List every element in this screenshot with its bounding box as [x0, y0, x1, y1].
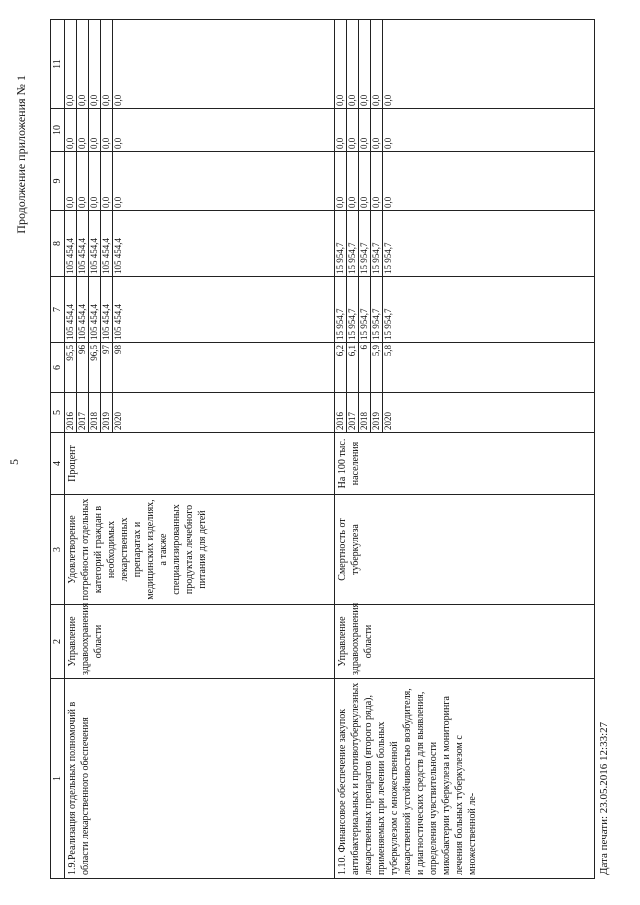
- unit: На 100 тыс. населения: [335, 433, 595, 495]
- col-header: 7: [51, 277, 65, 343]
- value-cell: 0,0: [77, 152, 89, 210]
- value-cell: 15 954,7: [335, 211, 347, 276]
- year-cell: 2016: [335, 393, 347, 432]
- value-cell: 0,0: [113, 137, 123, 149]
- funding-federal: [65, 152, 124, 210]
- year-cell: 2020: [113, 412, 123, 430]
- value-cell: 15 954,7: [347, 211, 359, 276]
- value-cell: 105 454,4: [113, 304, 123, 340]
- indicator: Удовлетворение потребности отдельных категорий граждан в необходимых лекарственных препаратах и медицинских изделиях, а также специализированных продуктах лечебного питания для детей: [65, 495, 335, 605]
- funding-total: [65, 277, 124, 342]
- funding-other: [335, 20, 394, 108]
- target-values: [65, 343, 124, 392]
- col-header: 6: [51, 343, 65, 393]
- print-date: Дата печати: 23.05.2016 12:33:27: [598, 721, 610, 875]
- value-cell: 0,0: [347, 109, 359, 151]
- value-cell: 15 954,7: [371, 211, 383, 276]
- table-row: [65, 20, 335, 879]
- value-cell: 15 954,7: [383, 308, 393, 340]
- value-cell: 105 454,4: [89, 277, 101, 342]
- program-table: [50, 19, 595, 879]
- value-cell: 0,0: [335, 152, 347, 210]
- col-header: 10: [51, 109, 65, 152]
- col-header: 8: [51, 211, 65, 277]
- value-cell: 0,0: [371, 109, 383, 151]
- value-cell: 0,0: [383, 196, 393, 208]
- col-header: 9: [51, 152, 65, 211]
- col-header: 4: [51, 433, 65, 495]
- funding-local: [335, 109, 394, 151]
- value-cell: 0,0: [65, 152, 77, 210]
- value-cell: 0,0: [101, 152, 113, 210]
- value-cell: 0,0: [359, 152, 371, 210]
- funding-regional: [65, 211, 124, 276]
- value-cell: 6,2: [335, 343, 347, 392]
- value-cell: 0,0: [347, 20, 359, 108]
- executor: Управление здравоохранения области: [65, 605, 335, 679]
- target-values: [335, 343, 394, 392]
- measure-name: 1.10. Финансовое обеспечение закупок антибактериальных и противотуберкулезных лекарственных препаратов (второго ряда), применяемых при лечении больных туберкулезом с множественной лекарственной устойчивостью возбудителя, и диагностических средств для выявления, определения чувствительности микобактерии туберкулеза и мониторинга лечения больных туберкулезом с множественной ле-: [335, 679, 595, 879]
- value-cell: 0,0: [335, 20, 347, 108]
- table-row: [335, 20, 595, 879]
- value-cell: 105 454,4: [89, 211, 101, 276]
- year-cell: 2016: [65, 393, 77, 432]
- value-cell: 15 954,7: [347, 277, 359, 342]
- header-row: [51, 20, 65, 879]
- year-cell: 2018: [359, 393, 371, 432]
- value-cell: 0,0: [383, 94, 393, 106]
- value-cell: 105 454,4: [77, 211, 89, 276]
- continuation-heading: Продолжение приложения № 1: [14, 75, 28, 234]
- executor: Управление здравоохранения области: [335, 605, 595, 679]
- value-cell: 5,9: [371, 343, 383, 392]
- value-cell: 0,0: [77, 109, 89, 151]
- value-cell: 15 954,7: [359, 211, 371, 276]
- year-cell: 2019: [101, 393, 113, 432]
- col-header: 11: [51, 20, 65, 109]
- value-cell: 0,0: [359, 109, 371, 151]
- value-cell: 0,0: [335, 109, 347, 151]
- value-cell: 15 954,7: [359, 277, 371, 342]
- value-cell: 0,0: [101, 109, 113, 151]
- value-cell: 96: [77, 343, 89, 392]
- funding-other: [65, 20, 124, 108]
- unit: Процент: [65, 433, 335, 495]
- year-cell: 2017: [347, 393, 359, 432]
- value-cell: 105 454,4: [65, 211, 77, 276]
- value-cell: 6,1: [347, 343, 359, 392]
- year-cell: 2019: [371, 393, 383, 432]
- value-cell: 5,8: [383, 345, 393, 357]
- value-cell: 105 454,4: [77, 277, 89, 342]
- funding-federal: [335, 152, 394, 210]
- col-header: 5: [51, 393, 65, 433]
- value-cell: 96,5: [89, 343, 101, 392]
- value-cell: 105 454,4: [101, 277, 113, 342]
- value-cell: 95,5: [65, 343, 77, 392]
- value-cell: 0,0: [371, 20, 383, 108]
- indicator: Смертность от туберкулеза: [335, 495, 595, 605]
- value-cell: 0,0: [383, 137, 393, 149]
- value-cell: 0,0: [65, 20, 77, 108]
- value-cell: 15 954,7: [371, 277, 383, 342]
- col-header: 3: [51, 495, 65, 605]
- value-cell: 0,0: [101, 20, 113, 108]
- value-cell: 105 454,4: [65, 277, 77, 342]
- value-cell: 15 954,7: [335, 277, 347, 342]
- value-cell: 105 454,4: [113, 238, 123, 274]
- value-cell: 0,0: [89, 20, 101, 108]
- year-list: [335, 393, 394, 432]
- value-cell: 0,0: [77, 20, 89, 108]
- value-cell: 6: [359, 343, 371, 392]
- value-cell: 97: [101, 343, 113, 392]
- funding-local: [65, 109, 124, 151]
- funding-regional: [335, 211, 394, 276]
- col-header: 1: [51, 679, 65, 879]
- value-cell: 0,0: [89, 109, 101, 151]
- value-cell: 98: [113, 345, 123, 354]
- year-list: [65, 393, 124, 432]
- value-cell: 0,0: [347, 152, 359, 210]
- value-cell: 0,0: [359, 20, 371, 108]
- year-cell: 2018: [89, 393, 101, 432]
- col-header: 2: [51, 605, 65, 679]
- value-cell: 15 954,7: [383, 242, 393, 274]
- page-number: 5: [7, 459, 21, 465]
- year-cell: 2017: [77, 393, 89, 432]
- value-cell: 0,0: [113, 196, 123, 208]
- value-cell: 0,0: [113, 94, 123, 106]
- value-cell: 105 454,4: [101, 211, 113, 276]
- funding-total: [335, 277, 394, 342]
- value-cell: 0,0: [89, 152, 101, 210]
- year-cell: 2020: [383, 412, 393, 430]
- value-cell: 0,0: [65, 109, 77, 151]
- measure-name: 1.9.Реализация отдельных полномочий в области лекарственного обеспечения: [65, 679, 335, 879]
- value-cell: 0,0: [371, 152, 383, 210]
